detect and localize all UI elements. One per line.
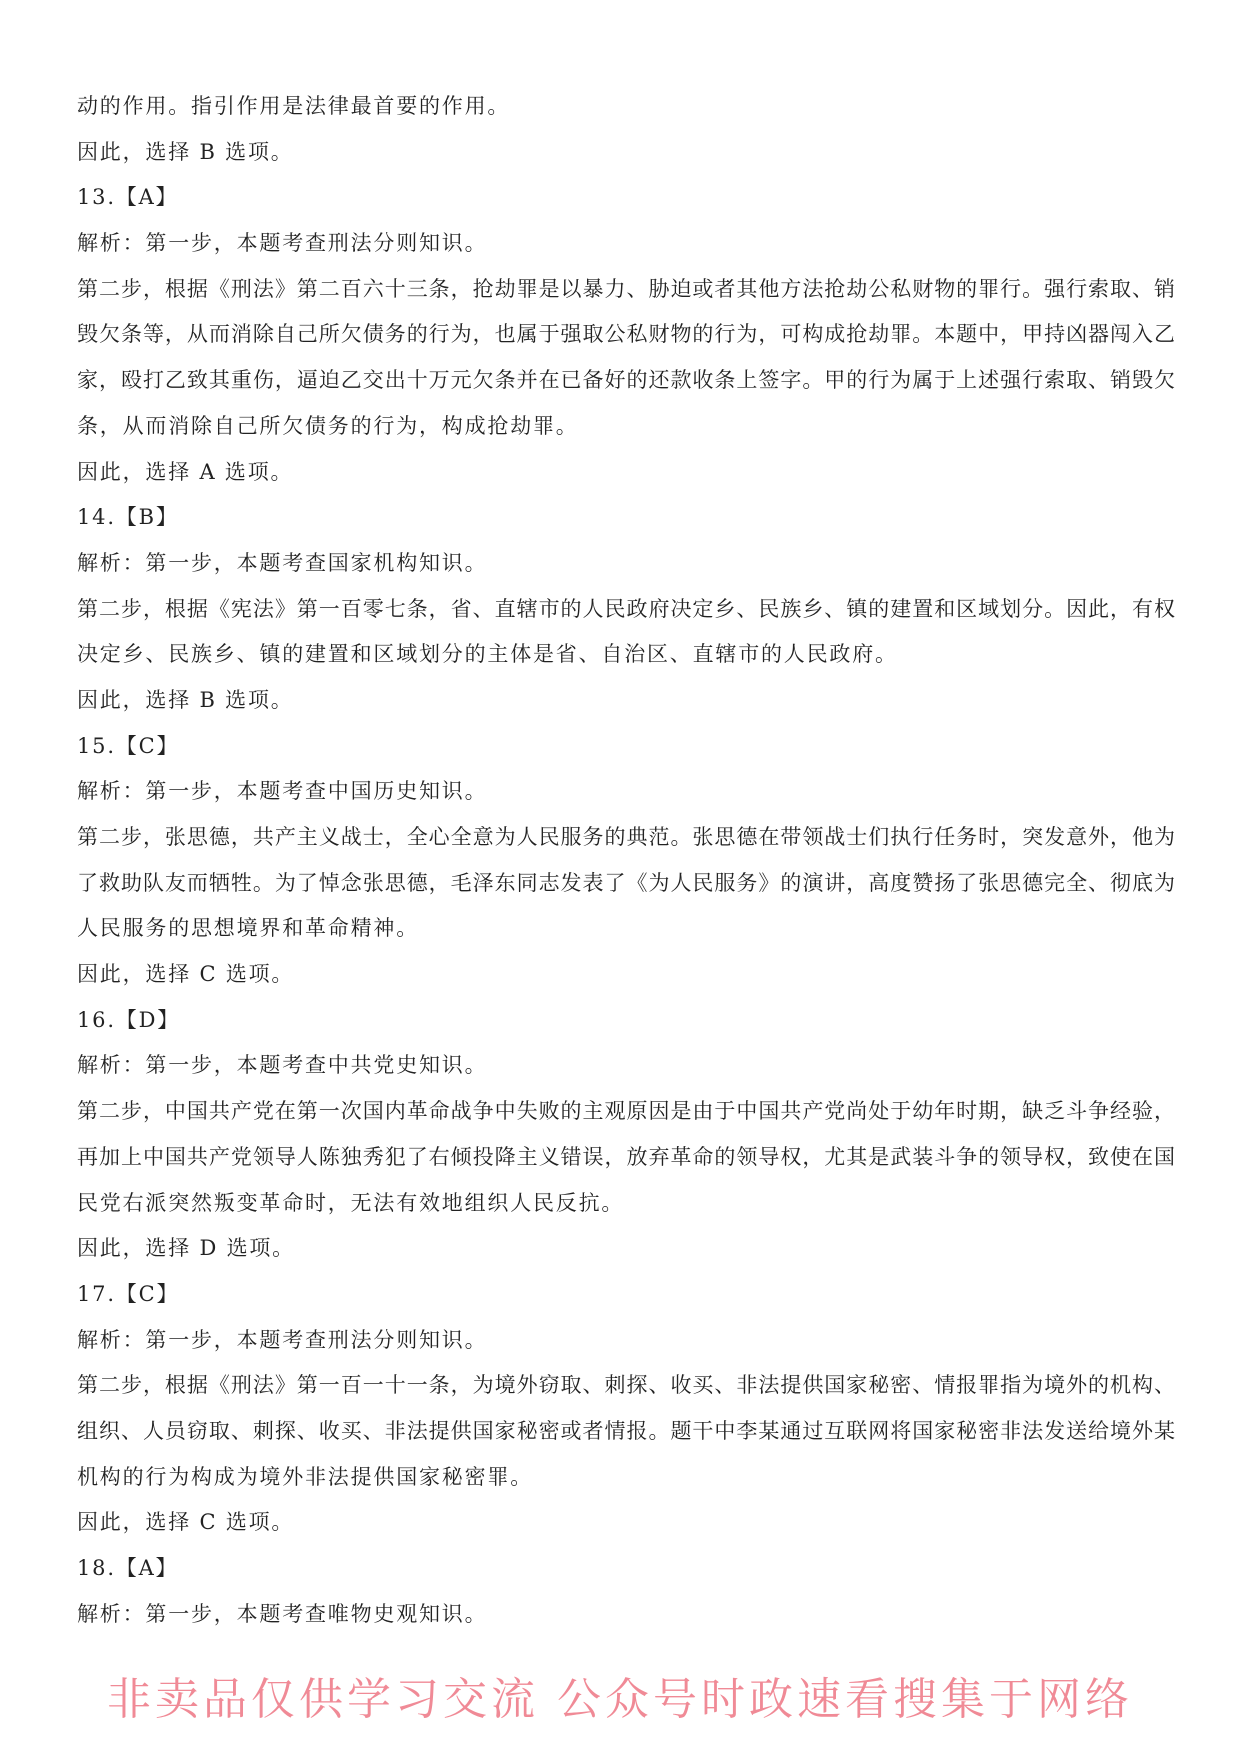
analysis-step-one: 解析：第一步，本题考查刑法分则知识。 bbox=[77, 231, 488, 256]
document-body bbox=[77, 84, 1175, 1637]
paragraph-line: 第二步，根据《宪法》第一百零七条，省、直辖市的人民政府决定乡、民族乡、镇的建置和区域划分。因此，有权 bbox=[77, 596, 1175, 621]
question-answer-heading: 13.【A】 bbox=[77, 185, 179, 210]
question-answer-heading: 14.【B】 bbox=[77, 505, 179, 530]
conclusion-line: 因此，选择 A 选项。 bbox=[77, 459, 294, 484]
paragraph-line: 毁欠条等，从而消除自己所欠债务的行为，也属于强取公私财物的行为，可构成抢劫罪。本题中，甲持凶器闯入乙 bbox=[77, 322, 1175, 347]
paragraph-line: 第二步，根据《刑法》第一百一十一条，为境外窃取、刺探、收买、非法提供国家秘密、情报罪指为境外的机构、 bbox=[77, 1373, 1175, 1398]
analysis-step-one: 解析：第一步，本题考查中国历史知识。 bbox=[77, 779, 488, 804]
question-answer-heading: 15.【C】 bbox=[77, 733, 180, 758]
paragraph-line: 条，从而消除自己所欠债务的行为，构成抢劫罪。 bbox=[77, 413, 579, 438]
paragraph-line: 机构的行为构成为境外非法提供国家秘密罪。 bbox=[77, 1464, 533, 1489]
analysis-step-one: 解析：第一步，本题考查中共党史知识。 bbox=[77, 1053, 488, 1078]
paragraph-line: 人民服务的思想境界和革命精神。 bbox=[77, 916, 419, 941]
paragraph-line: 组织、人员窃取、刺探、收买、非法提供国家秘密或者情报。题干中李某通过互联网将国家秘密非法发送给境外某 bbox=[77, 1418, 1175, 1443]
analysis-step-one: 解析：第一步，本题考查国家机构知识。 bbox=[77, 550, 488, 575]
paragraph-line: 第二步，张思德，共产主义战士，全心全意为人民服务的典范。张思德在带领战士们执行任务时，突发意外，他为 bbox=[77, 825, 1175, 849]
watermark-text: 非卖品仅供学习交流 公众号时政速看搜集于网络 bbox=[107, 1674, 1133, 1725]
conclusion-line: 因此，选择 B 选项。 bbox=[77, 687, 294, 712]
paragraph-line: 了救助队友而牺牲。为了悼念张思德，毛泽东同志发表了《为人民服务》的演讲，高度赞扬了张思德完全、彻底为 bbox=[77, 870, 1175, 895]
paragraph-line: 第二步，根据《刑法》第二百六十三条，抢劫罪是以暴力、胁迫或者其他方法抢劫公私财物的罪行。强行索取、销 bbox=[77, 276, 1175, 301]
paragraph-line: 民党右派突然叛变革命时，无法有效地组织人民反抗。 bbox=[77, 1190, 625, 1215]
conclusion-line: 因此，选择 C 选项。 bbox=[77, 962, 295, 987]
paragraph-line: 第二步，中国共产党在第一次国内革命战争中失败的主观原因是由于中国共产党尚处于幼年时期，缺乏斗争经验， bbox=[77, 1099, 1175, 1124]
question-answer-heading: 17.【C】 bbox=[77, 1281, 180, 1306]
question-answer-heading: 16.【D】 bbox=[77, 1007, 181, 1032]
paragraph-line: 决定乡、民族乡、镇的建置和区域划分的主体是省、自治区、直辖市的人民政府。 bbox=[77, 642, 898, 667]
paragraph-line: 动的作用。指引作用是法律最首要的作用。 bbox=[77, 94, 511, 118]
paragraph-line: 再加上中国共产党领导人陈独秀犯了右倾投降主义错误，放弃革命的领导权，尤其是武装斗争的领导权，致使在国 bbox=[77, 1144, 1175, 1169]
paragraph-line: 家，殴打乙致其重伤，逼迫乙交出十万元欠条并在已备好的还款收条上签字。甲的行为属于上述强行索取、销毁欠 bbox=[77, 368, 1175, 393]
conclusion-line: 因此，选择 C 选项。 bbox=[77, 1510, 295, 1535]
question-answer-heading: 18.【A】 bbox=[77, 1556, 179, 1580]
conclusion-line: 因此，选择 D 选项。 bbox=[77, 1236, 295, 1261]
analysis-step-one: 解析：第一步，本题考查唯物史观知识。 bbox=[77, 1601, 488, 1626]
conclusion-line: 因此，选择 B 选项。 bbox=[77, 139, 294, 164]
analysis-step-one: 解析：第一步，本题考查刑法分则知识。 bbox=[77, 1327, 488, 1352]
